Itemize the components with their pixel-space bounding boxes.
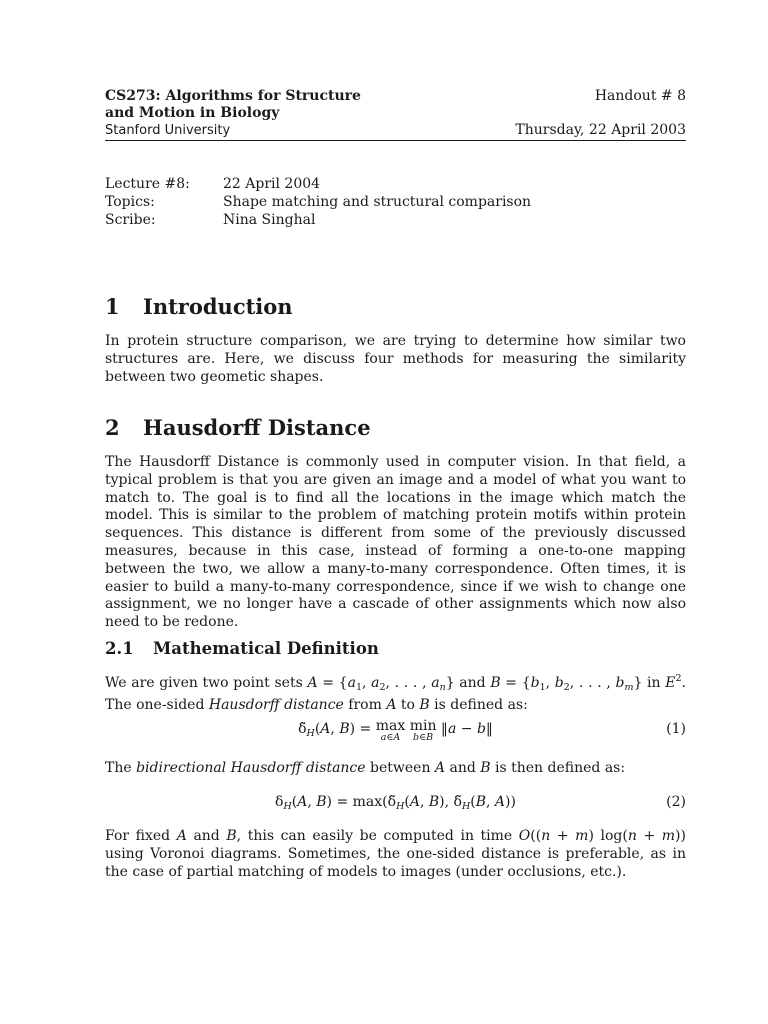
intro-paragraph: In protein structure comparison, we are trying to determine how similar two structures are. Here, we discuss four methods for measuring the similarity between two geometic shapes.: [105, 333, 686, 385]
section-heading-hausdorff: [105, 415, 371, 440]
subsection-heading-math-definition: [105, 639, 379, 658]
section-title: Hausdorff Distance: [143, 415, 371, 440]
meta-value: Nina Singhal: [223, 212, 316, 228]
course-title-line2: and Motion in Biology: [105, 105, 280, 121]
header-rule: [105, 140, 686, 141]
section-number: 2: [105, 415, 120, 440]
meta-value: 22 April 2004: [223, 176, 321, 192]
university-name: Stanford University: [105, 123, 231, 138]
handout-date: Thursday, 22 April 2003: [515, 122, 686, 138]
meta-row-lecture: [105, 175, 531, 193]
hausdorff-paragraph: The Hausdorff Distance is commonly used in computer vision. In that field, a typical problem is that you are given an image and a model of what you want to match to. The goal is to find all the locations in the image which match the model. This is similar to the problem of matching protein motifs within protein sequences. This distance is different from some of the previously discussed measures, because in this case, instead of forming a one-to-one mapping between the two, we allow a many-to-many correspondence. Often times, it is easier to build a many-to-many correspondence, since if we wish to change one assignment, we no longer have a cascade of other assignments which now also need to be redone.: [105, 454, 686, 631]
meta-key: Topics:: [105, 194, 155, 210]
meta-key: Lecture #8:: [105, 176, 190, 192]
bidirectional-paragraph: The bidirectional Hausdorff distance between A and B is then defined as:: [105, 760, 626, 776]
equation-2-body: $\delta_H(A$, $B) = \max(\deltã_H(A$, B), $\deltã_H(B$, A)): [275, 794, 516, 812]
definition-paragraph: We are given two point sets $A = \{a_1$, $a_2$, . . . , $a_n$} and $B = \{b_1$, $b_2$, . . . , $b_m$} in $E^2$. The one-sided Hausdorff distance from A to B is defined as:: [105, 673, 686, 713]
meta-row-scribe: [105, 211, 531, 229]
equation-1-number: (1): [666, 721, 686, 737]
equation-1: [105, 718, 686, 745]
meta-value: Shape matching and structural comparison: [223, 194, 532, 210]
course-title-line1: CS273: Algorithms for Structure: [105, 88, 361, 104]
equation-1-body: $\deltã_H(A$, B) = max a∈A min b∈B ‖a − b‖: [298, 718, 493, 743]
handout-number: Handout # 8: [594, 88, 686, 104]
lecture-meta: [105, 175, 531, 229]
section-title: Introduction: [143, 294, 293, 319]
subsection-title: Mathematical Definition: [153, 639, 379, 658]
equation-2: [105, 794, 686, 818]
subsection-number: 2.1: [105, 639, 134, 658]
meta-key: Scribe:: [105, 212, 156, 228]
complexity-paragraph: For fixed A and B, this can easily be computed in time O((n + m) log(n + m)) using Voronoi diagrams. Sometimes, the one-sided distance is preferable, as in the case of partial matching of models to images (under occlusions, etc.).: [105, 828, 686, 880]
section-heading-introduction: [105, 294, 293, 319]
section-number: 1: [105, 294, 120, 319]
equation-2-number: (2): [666, 794, 686, 810]
meta-row-topics: [105, 193, 531, 211]
